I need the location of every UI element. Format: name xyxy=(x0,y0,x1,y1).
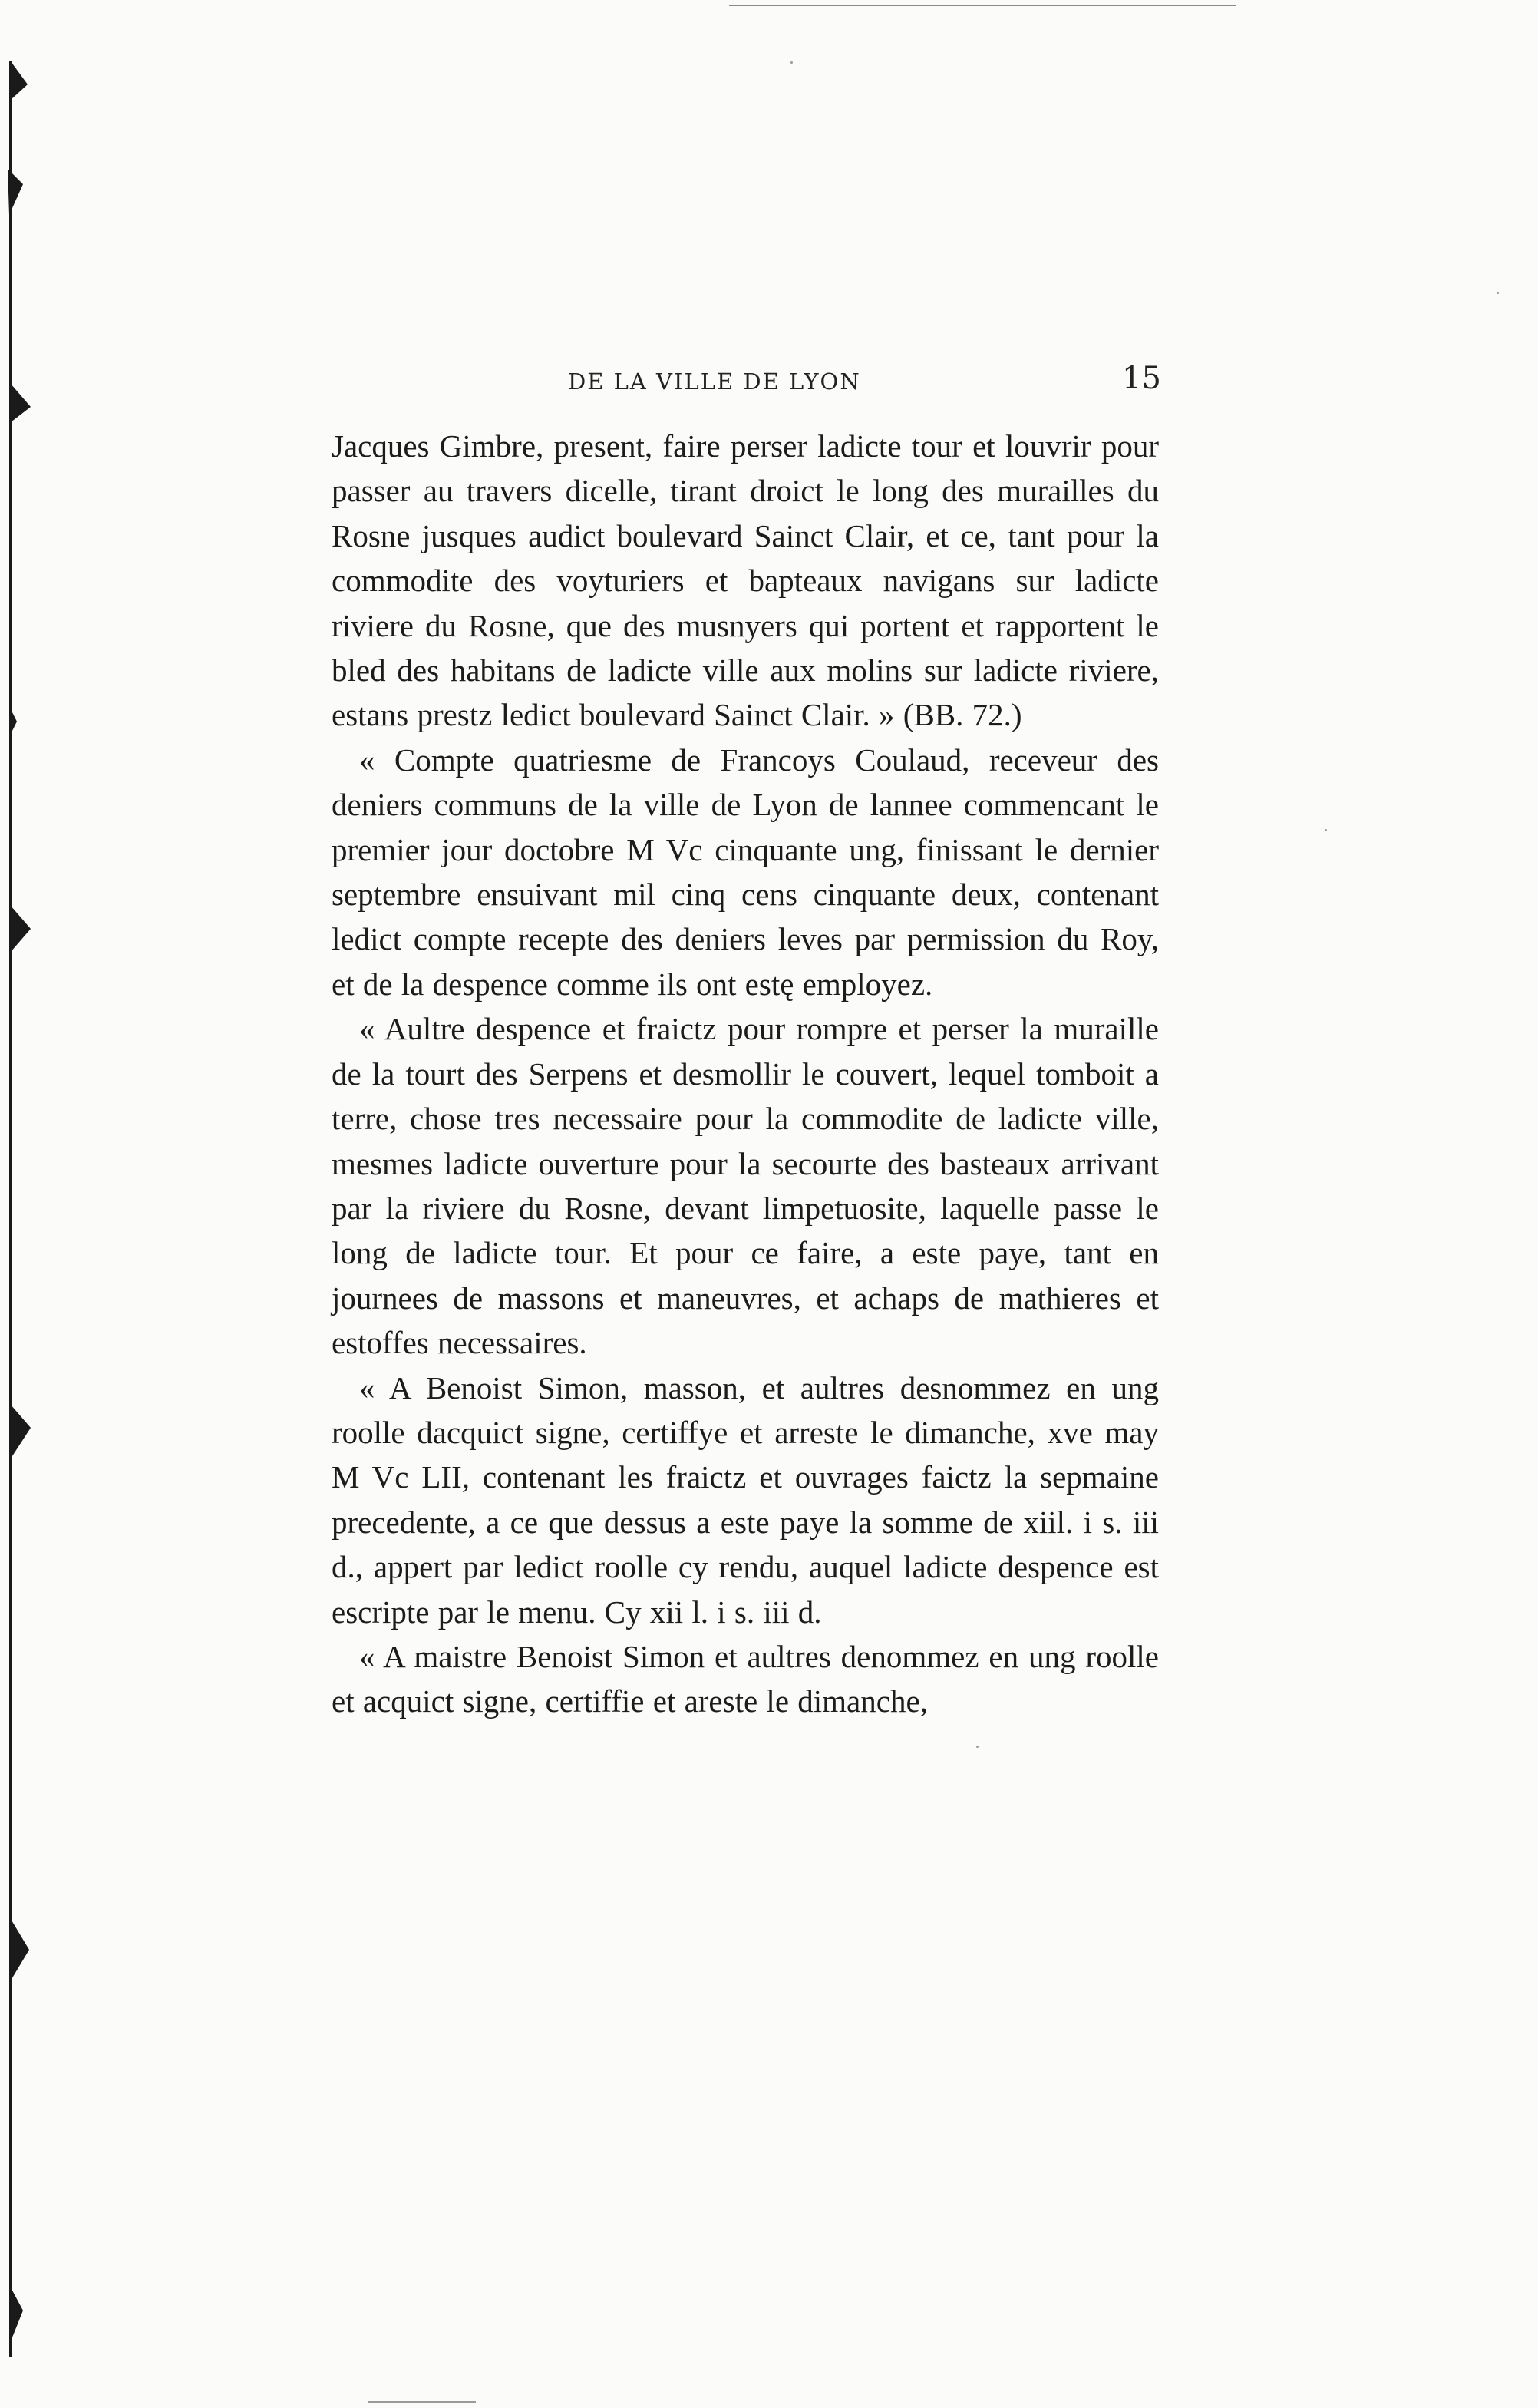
speck xyxy=(976,1746,979,1748)
top-scan-rule xyxy=(729,5,1236,6)
speck xyxy=(1497,292,1499,294)
paragraph-2: « Compte quatriesme de Francoys Coulaud, receveur des deniers communs de la ville de Lyon de lannee commencant le premier jour doctobre M Vc cinquante ung, finissant le dernier septembre ensuivant mil cinq cens cinquante deux, contenant ledict compte recepte des deniers leves par permission du Roy, et de la despence comme ils ont estę employez. xyxy=(332,742,1159,1002)
running-title: DE LA VILLE DE LYON xyxy=(568,368,861,395)
body-text xyxy=(332,424,1159,1724)
bottom-scan-rule xyxy=(368,2401,476,2403)
binding-edge xyxy=(0,46,31,2364)
paragraph-3: « Aultre despence et fraictz pour rompre et perser la muraille de la tourt des Serpens et desmollir le couvert, lequel tomboit a terre, chose tres necessaire pour la commodite de ladicte ville, mesmes ladicte ouverture pour la secourte des basteaux arrivant par la riviere du Rosne, devant limpetuosite, laquelle passe le long de ladicte tour. Et pour ce faire, a este paye, tant en journees de massons et maneuvres, et achaps de mathieres et estoffes necessaires. xyxy=(332,1011,1159,1361)
paragraph-1: Jacques Gimbre, present, faire perser ladicte tour et louvrir pour passer au travers dicelle, tirant droict le long des murailles du Rosne jusques audict boulevard Sainct Clair, et ce, tant pour la commodite des voyturiers et bapteaux navigans sur ladicte riviere du Rosne, que des musnyers qui portent et rapportent le bled des habitans de ladicte ville aux molins sur ladicte riviere, estans prestz ledict boulevard Sainct Clair. » (BB. 72.) xyxy=(332,428,1159,733)
speck xyxy=(1325,829,1327,831)
speck xyxy=(790,61,793,64)
paragraph-4: « A Benoist Simon, masson, et aultres desnommez en ung roolle dacquict signe, certiffye et arreste le dimanche, xve may M Vc LII, contenant les fraictz et ouvrages faictz la sepmaine precedente, a ce que dessus a este paye la somme de xiil. i s. iii d., appert par ledict roolle cy rendu, auquel ladicte despence est escripte par le menu. Cy xii l. i s. iii d. xyxy=(332,1369,1159,1630)
page-number: 15 xyxy=(1122,361,1161,396)
paragraph-5: « A maistre Benoist Simon et aultres denommez en ung roolle et acquict signe, certiffie et areste le dimanche, xyxy=(332,1638,1159,1719)
